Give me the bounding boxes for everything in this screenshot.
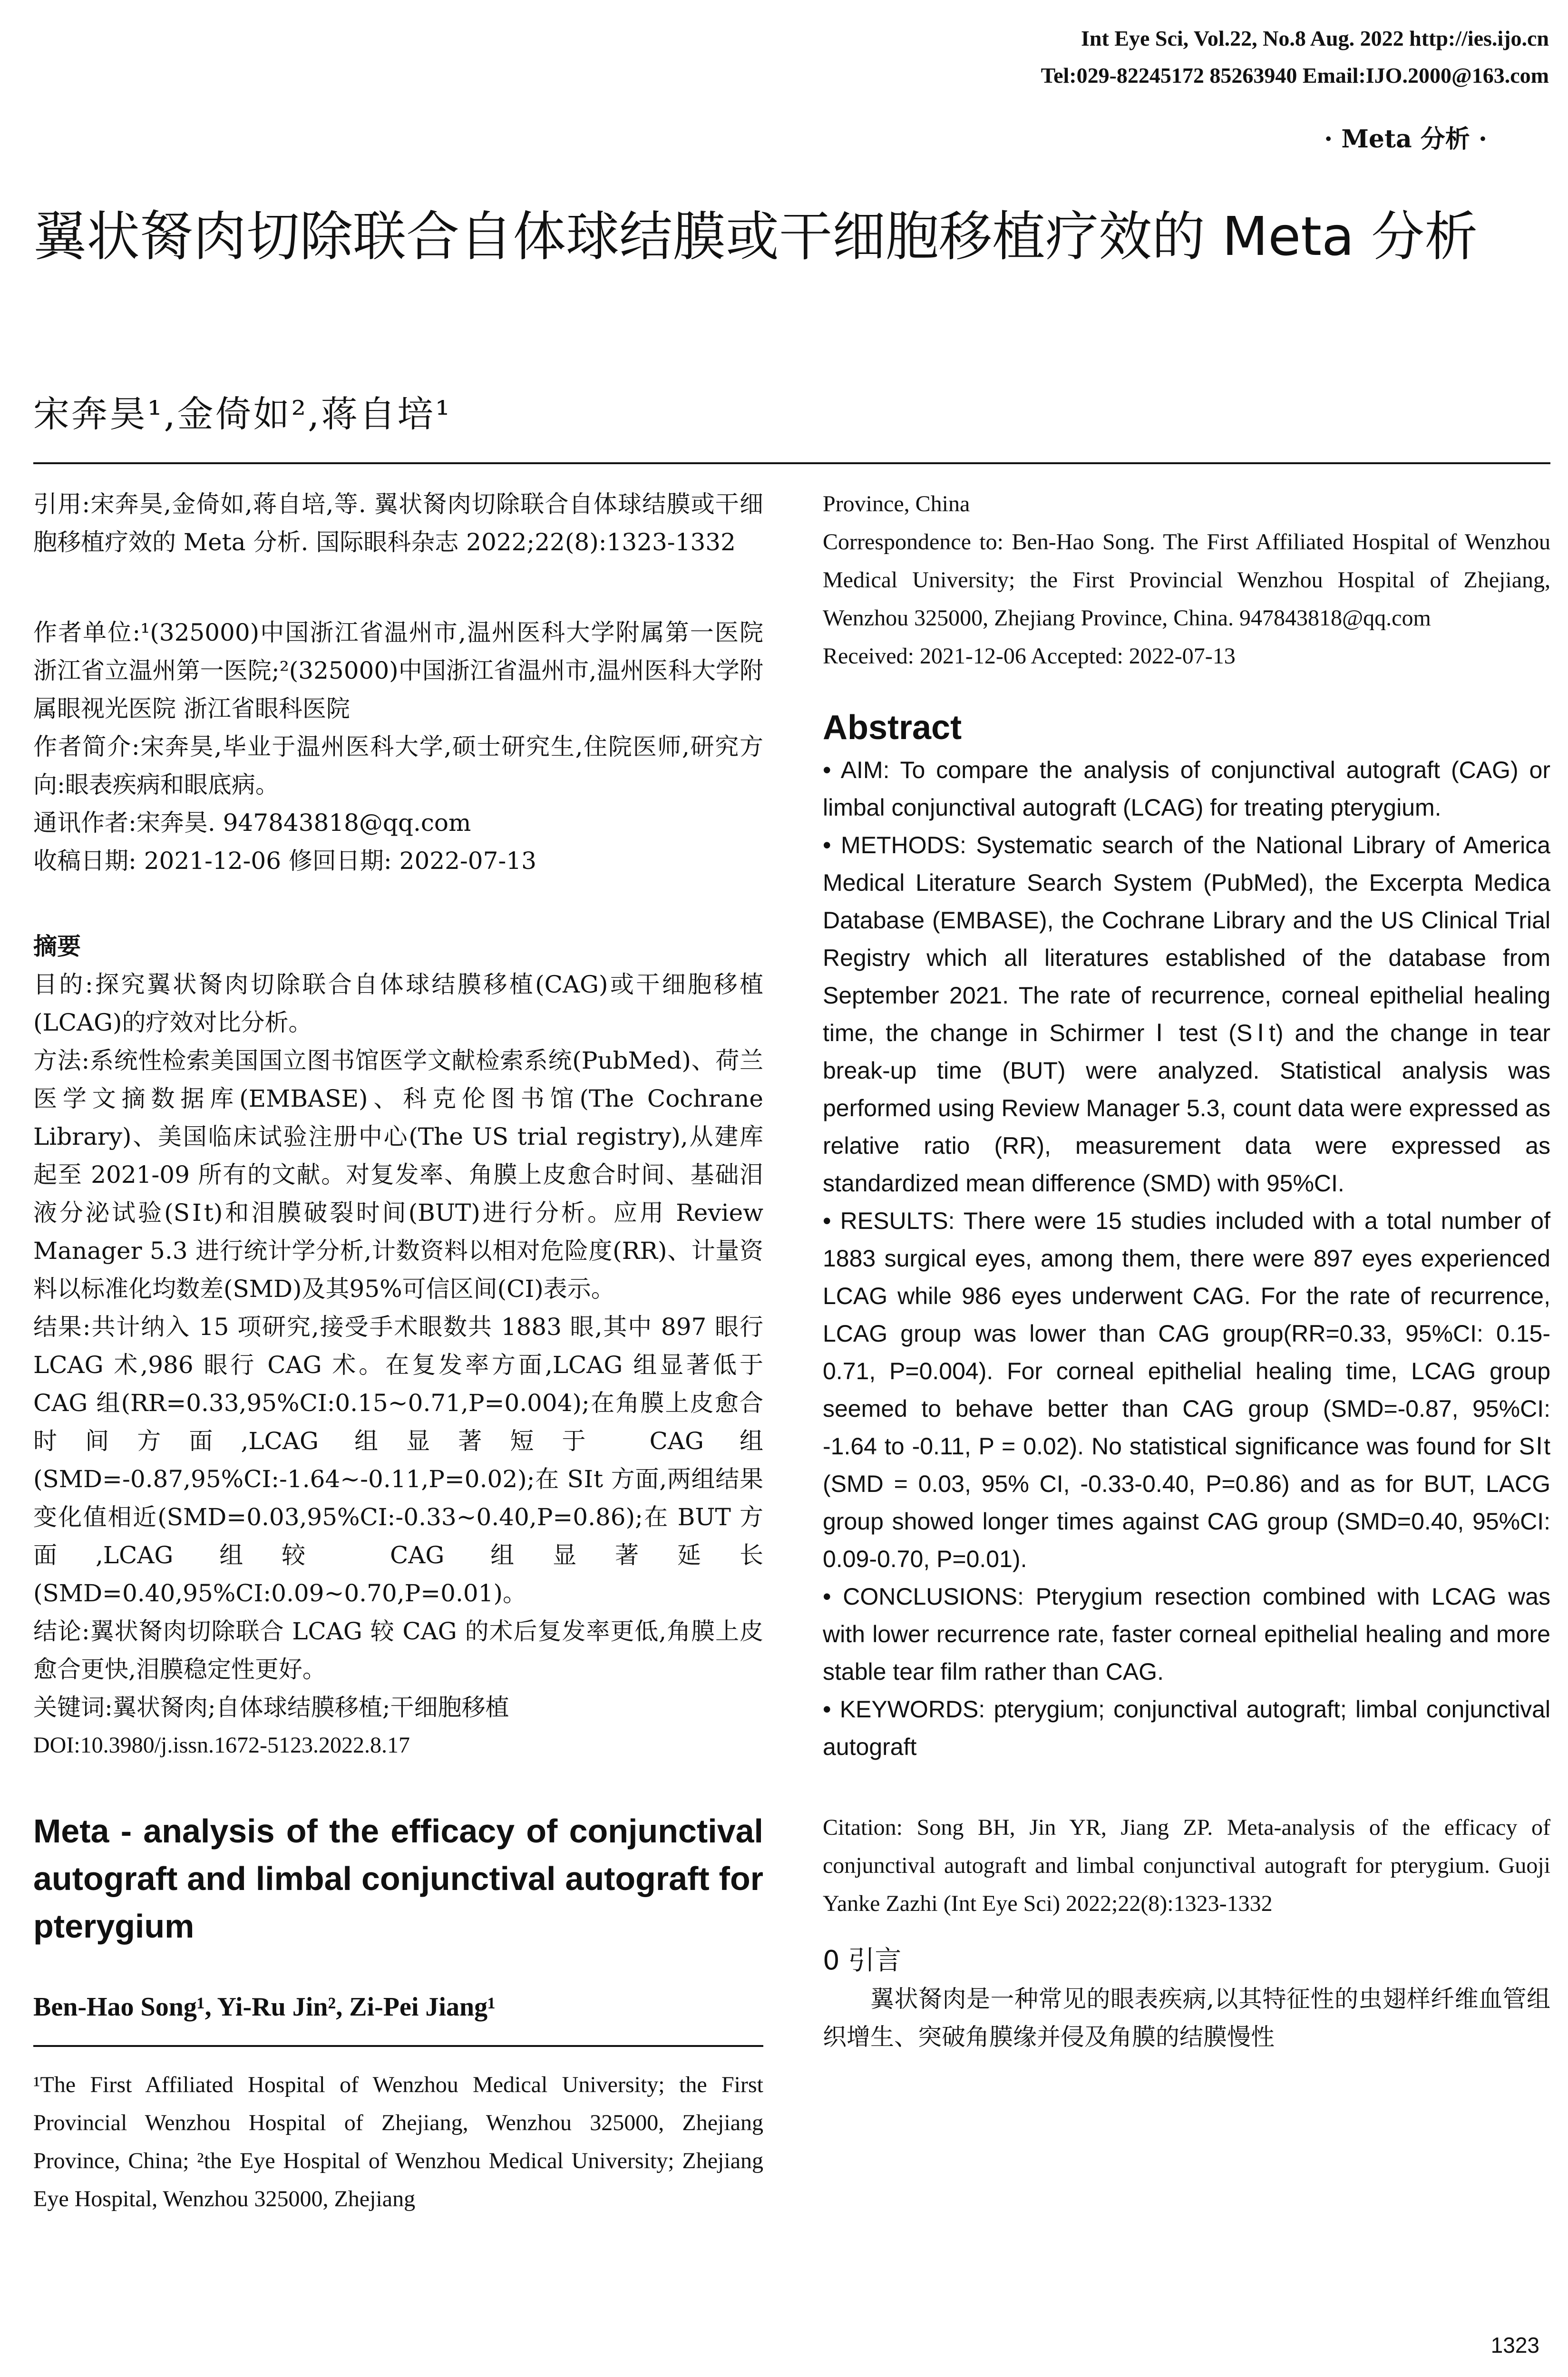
correspondence-cn: 通讯作者:宋奔昊. 947843818@qq.com — [33, 809, 471, 837]
keywords-cn: 关键词:翼状胬肉;自体球结膜移植;干细胞移植 — [33, 1694, 509, 1721]
methods-en: • METHODS: Systematic search of the National Library of America Medical Literature Search System (PubMed), the Excerpta Medica Database (EMBASE), the Cochrane Library and the US Clinical Trial Registry which all literatures established of the database from September 2021. The rate of recurrence, corneal epithelial healing time, the change in Schirmer Ⅰ test (SⅠt) and the change in tear break-up time (BUT) were analyzed. Statistical analysis was performed using Review Manager 5.3, count data were expressed as relative ratio (RR), measurement data were expressed as standardized mean difference (SMD) with 95%CI. — [823, 832, 1550, 1197]
section-label: · Meta 分析 · — [1324, 125, 1487, 154]
methods-cn: 方法:系统性检索美国国立图书馆医学文献检索系统(PubMed)、荷兰医学文摘数据库(EMBASE)、科克伦图书馆(The Cochrane Library)、美国临床试验注册中心(The US trial registry),从建库起至 2021-09 所有的文献。对复发率、角膜上皮愈合时间、基础泪液分泌试验(SⅠt)和泪膜破裂时间(BUT)进行分析。应用 Review Manager 5.3 进行统计学分析,计数资料以相对危险度(RR)、计量资料以标准化均数差(SMD)及其95%可信区间(CI)表示。 — [33, 1047, 763, 1303]
title-divider — [33, 462, 1550, 464]
conclusion-cn: 结论:翼状胬肉切除联合 LCAG 较 CAG 的术后复发率更低,角膜上皮愈合更快,泪膜稳定性更好。 — [33, 1617, 763, 1683]
citation-cn: 引用:宋奔昊,金倚如,蒋自培,等. 翼状胬肉切除联合自体球结膜或干细胞移植疗效的 Meta 分析. 国际眼科杂志 2022;22(8):1323-1332 — [33, 490, 763, 556]
bio-cn: 作者简介:宋奔昊,毕业于温州医科大学,硕士研究生,住院医师,研究方向:眼表疾病和眼底病。 — [33, 733, 763, 799]
authors-cn: 宋奔昊¹,金倚如²,蒋自培¹ — [33, 393, 452, 435]
citation-en: Citation: Song BH, Jin YR, Jiang ZP. Meta-analysis of the efficacy of conjunctival autograft and limbal conjunctival autograft for pterygium. Guoji Yanke Zazhi (Int Eye Sci) 2022;22(8):1323-1332 — [823, 1815, 1550, 1916]
aim-cn: 目的:探究翼状胬肉切除联合自体球结膜移植(CAG)或干细胞移植(LCAG)的疗效对比分析。 — [33, 971, 763, 1036]
keywords-en: • KEYWORDS: pterygium; conjunctival autograft; limbal conjunctival autograft — [823, 1696, 1550, 1760]
dates-cn: 收稿日期: 2021-12-06 修回日期: 2022-07-13 — [33, 847, 536, 875]
results-cn: 结果:共计纳入 15 项研究,接受手术眼数共 1883 眼,其中 897 眼行 LCAG 术,986 眼行 CAG 术。在复发率方面,LCAG 组显著低于 CAG 组(RR=0.33,95%CI:0.15~0.71,P=0.004);在角膜上皮愈合时间方面,LCAG 组显著短于 CAG 组(SMD=-0.87,95%CI:-1.64~-0.11,P=0.02);在 SⅠt 方面,两组结果变化值相近(SMD=0.03,95%CI:-0.33~0.40,P=0.86);在 BUT 方面,LCAG 组较 CAG 组显著延长(SMD=0.40,95%CI:0.09~0.70,P=0.01)。 — [33, 1313, 763, 1607]
abstract-heading-cn: 摘要 — [33, 933, 81, 960]
right-column — [823, 485, 1550, 2056]
correspondence-en: Correspondence to: Ben-Hao Song. The First Affiliated Hospital of Wenzhou Medical University; the First Provincial Wenzhou Hospital of Zhejiang, Wenzhou 325000, Zhejiang Province, China. 947843818@qq.com — [823, 529, 1550, 631]
dates-en: Received: 2021-12-06 Accepted: 2022-07-13 — [823, 643, 1236, 669]
affiliation-cn: 作者单位:¹(325000)中国浙江省温州市,温州医科大学附属第一医院 浙江省立温州第一医院;²(325000)中国浙江省温州市,温州医科大学附属眼视光医院 浙江省眼科医院 — [33, 619, 763, 722]
journal-header-line2: Tel:029-82245172 85263940 Email:IJO.2000@163.com — [1041, 63, 1549, 88]
left-column — [33, 485, 763, 2218]
page-number: 1323 — [1490, 2333, 1539, 2358]
english-authors: Ben-Hao Song¹, Yi-Ru Jin², Zi-Pei Jiang¹ — [33, 1992, 496, 2022]
journal-header-line1: Int Eye Sci, Vol.22, No.8 Aug. 2022 http://ies.ijo.cn — [1081, 26, 1549, 50]
aim-en: • AIM: To compare the analysis of conjunctival autograft (CAG) or limbal conjunctival autograft (LCAG) for treating pterygium. — [823, 757, 1550, 821]
doi: DOI:10.3980/j.issn.1672-5123.2022.8.17 — [33, 1733, 410, 1758]
intro-heading: 0 引言 — [823, 1945, 902, 1976]
page-title: 翼状胬肉切除联合自体球结膜或干细胞移植疗效的 Meta 分析 — [33, 206, 1478, 268]
abstract-title: Abstract — [823, 709, 962, 747]
conclusions-en: • CONCLUSIONS: Pterygium resection combined with LCAG was with lower recurrence rate, faster corneal epithelial healing and more stable tear film rather than CAG. — [823, 1583, 1550, 1685]
english-title: Meta - analysis of the efficacy of conjunctival autograft and limbal conjunctival autograft for pterygium — [33, 1812, 763, 1945]
affiliation-en: ¹The First Affiliated Hospital of Wenzhou Medical University; the First Provincial Wenzhou Hospital of Zhejiang, Wenzhou 325000, Zhejiang Province, China; ²the Eye Hospital of Wenzhou Medical University; Zhejiang Eye Hospital, Wenzhou 325000, Zhejiang — [33, 2072, 763, 2211]
author-divider — [33, 2045, 763, 2047]
province-line: Province, China — [823, 491, 970, 516]
intro-text: 翼状胬肉是一种常见的眼表疾病,以其特征性的虫翅样纤维血管组织增生、突破角膜缘并侵及角膜的结膜慢性 — [823, 1985, 1550, 2051]
results-en: • RESULTS: There were 15 studies included with a total number of 1883 surgical eyes, among them, there were 897 eyes experienced LCAG while 986 eyes underwent CAG. For the rate of recurrence, LCAG group was lower than CAG group(RR=0.33, 95%CI: 0.15-0.71, P=0.004). For corneal epithelial healing time, LCAG group seemed to behave better than CAG group (SMD=-0.87, 95%CI: -1.64 to -0.11, P = 0.02). No statistical significance was found for SⅠt (SMD = 0.03, 95% CI, -0.33-0.40, P=0.86) and as for BUT, LACG group showed longer times against CAG group (SMD=0.40, 95%CI: 0.09-0.70, P=0.01). — [823, 1208, 1550, 1572]
